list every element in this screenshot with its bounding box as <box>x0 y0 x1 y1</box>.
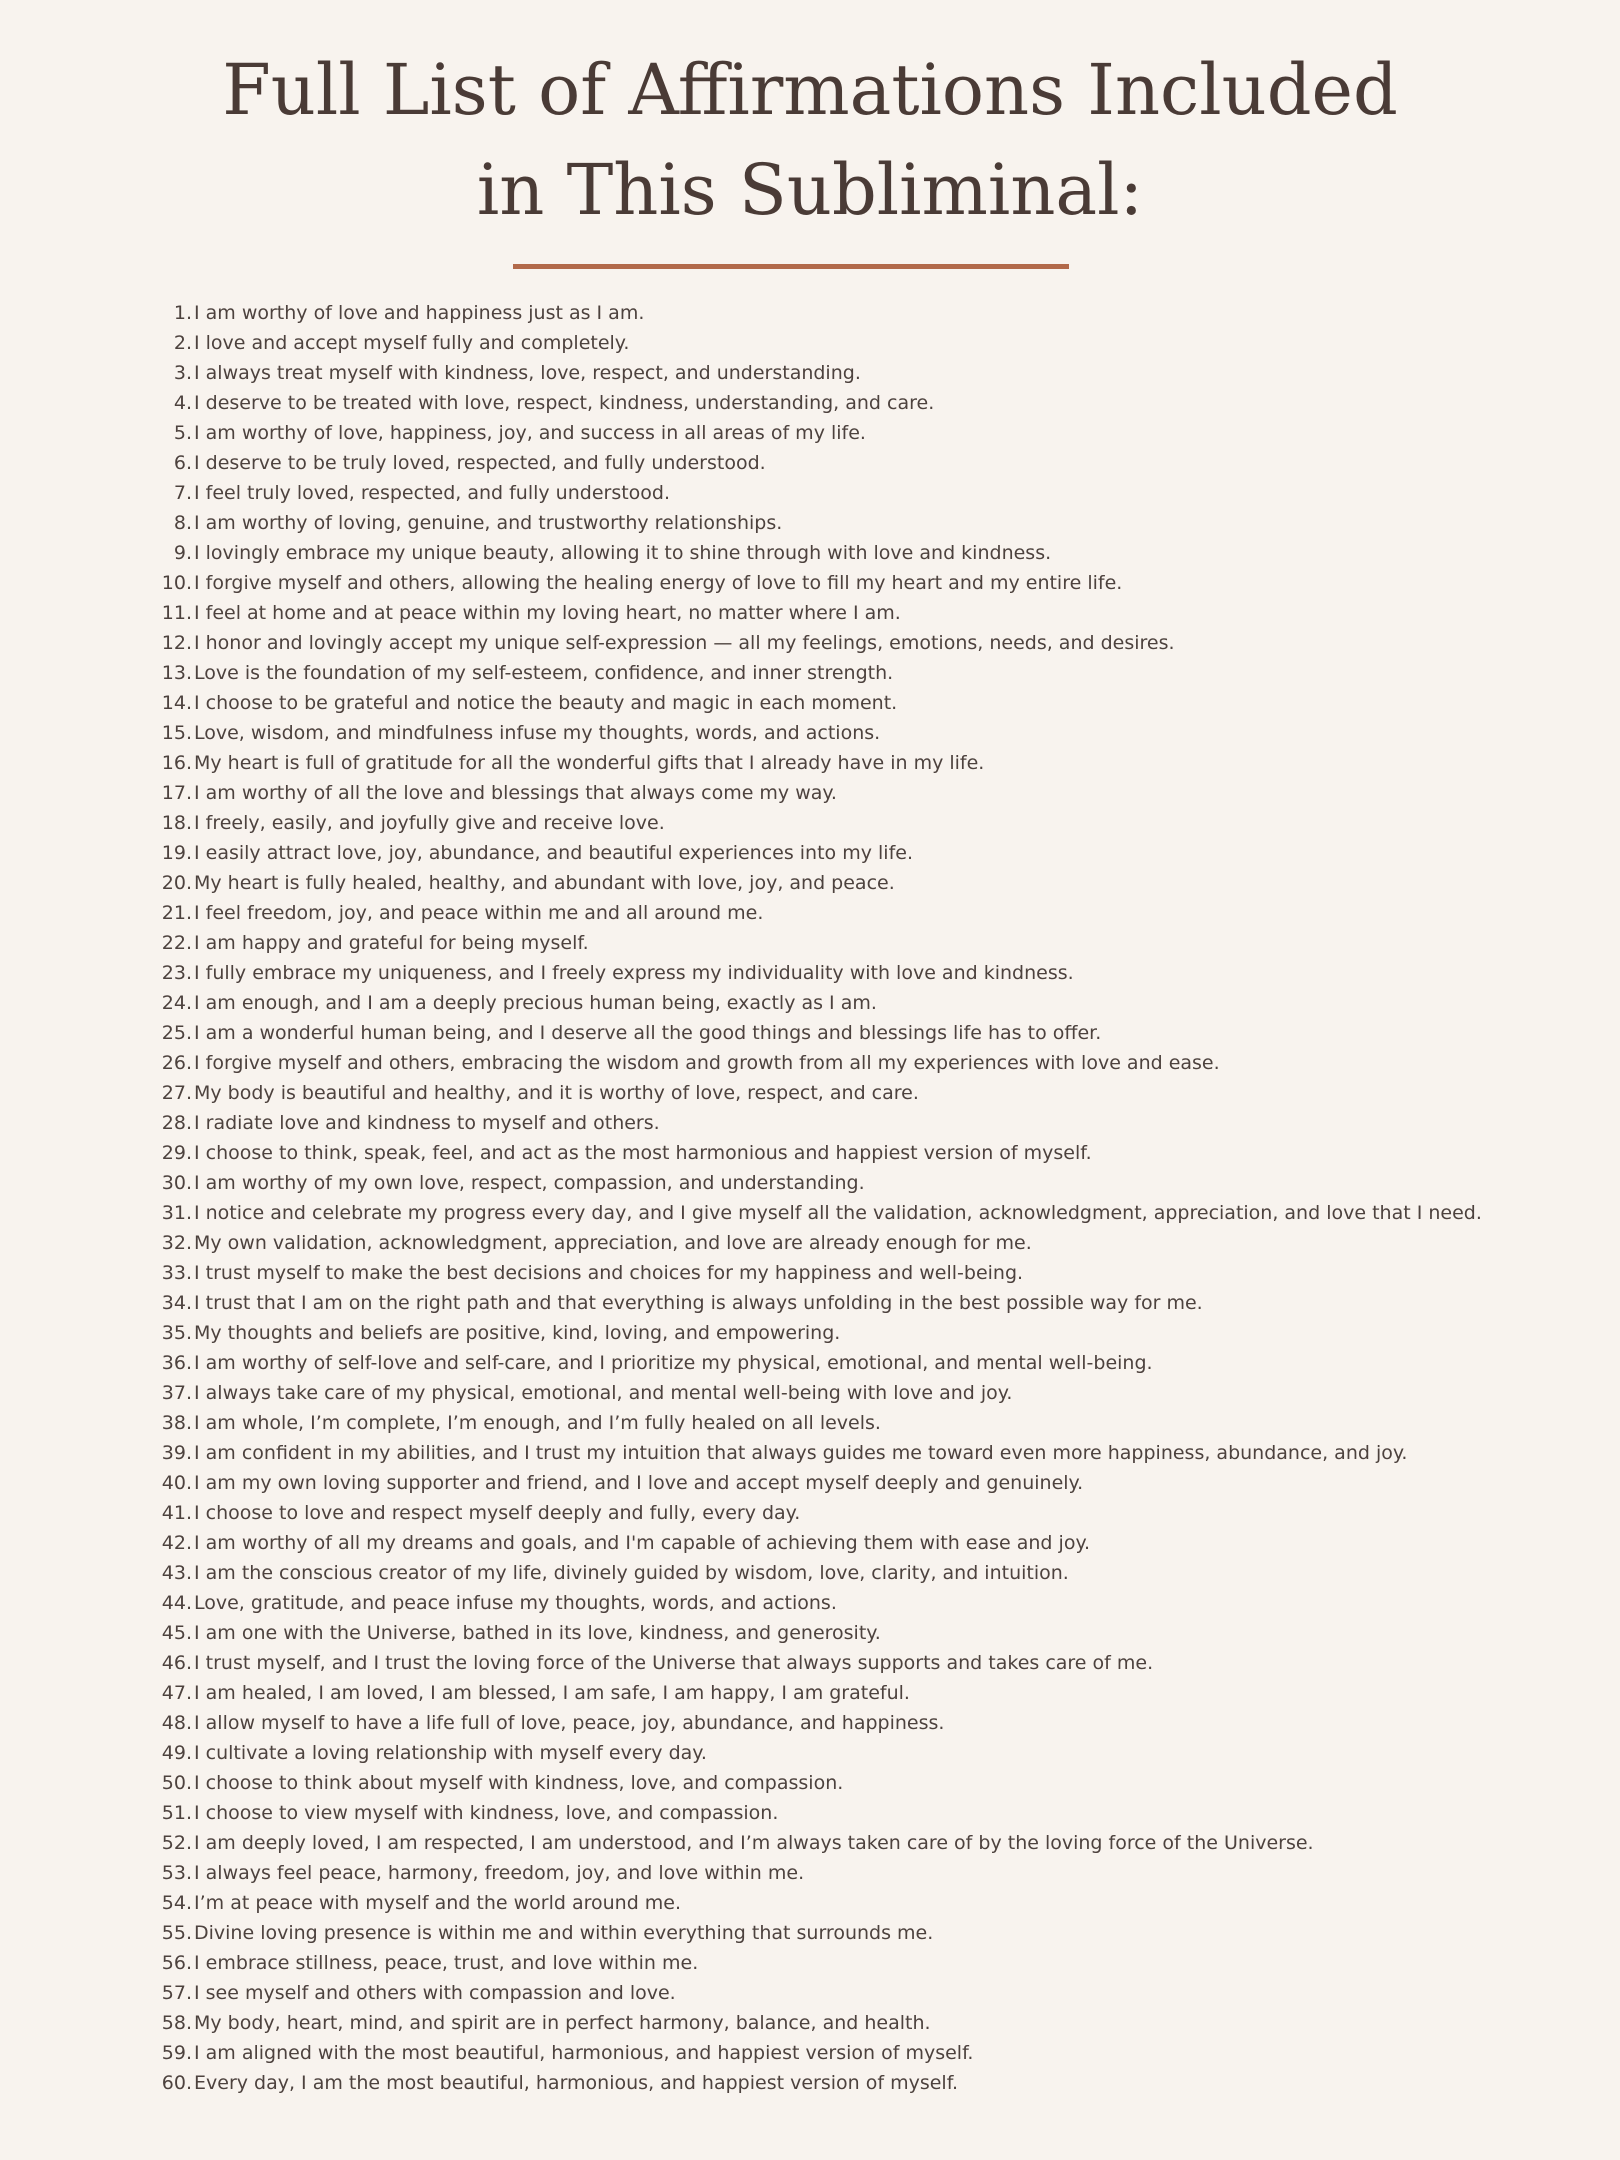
list-item-text: I embrace stillness, peace, trust, and love within me. <box>194 1952 699 1974</box>
list-item-text: I am one with the Universe, bathed in its love, kindness, and generosity. <box>194 1622 881 1644</box>
list-item-number: 27. <box>161 1082 192 1104</box>
list-item-number: 14. <box>161 692 192 714</box>
list-item-text: My body is beautiful and healthy, and it is worthy of love, respect, and care. <box>194 1082 919 1104</box>
list-item-text: I am worthy of loving, genuine, and trustworthy relationships. <box>194 512 783 534</box>
list-item-text: I feel at home and at peace within my loving heart, no matter where I am. <box>194 602 901 624</box>
list-item-number: 25. <box>161 1022 192 1044</box>
list-item-number: 28. <box>161 1112 192 1134</box>
list-item-text: I am worthy of my own love, respect, compassion, and understanding. <box>194 1172 865 1194</box>
list-item-number: 49. <box>161 1742 192 1764</box>
list-item-text: I am healed, I am loved, I am blessed, I am safe, I am happy, I am grateful. <box>194 1682 910 1704</box>
list-item-number: 44. <box>161 1592 192 1614</box>
list-item-text: I forgive myself and others, allowing the healing energy of love to fill my heart and my entire life. <box>194 572 1123 594</box>
list-item-text: My heart is fully healed, healthy, and abundant with love, joy, and peace. <box>194 872 895 894</box>
list-item-number: 26. <box>161 1052 192 1074</box>
list-item-number: 46. <box>161 1652 192 1674</box>
list-item-number: 19. <box>161 842 192 864</box>
list-item-number: 10. <box>161 572 192 594</box>
list-item-text: I am worthy of all the love and blessings that always come my way. <box>194 782 837 804</box>
list-item-text: I forgive myself and others, embracing the wisdom and growth from all my experiences with love and ease. <box>194 1052 1220 1074</box>
list-item-number: 32. <box>161 1232 192 1254</box>
list-item-number: 42. <box>161 1532 192 1554</box>
list-item-number: 52. <box>161 1832 192 1854</box>
list-item-text: I am happy and grateful for being myself. <box>194 932 589 954</box>
list-item-text: Love, wisdom, and mindfulness infuse my thoughts, words, and actions. <box>194 722 881 744</box>
list-item-number: 59. <box>161 2042 192 2064</box>
list-item-text: I love and accept myself fully and completely. <box>194 332 630 354</box>
list-item-text: I am worthy of love, happiness, joy, and success in all areas of my life. <box>194 422 866 444</box>
list-item-text: I deserve to be truly loved, respected, and fully understood. <box>194 452 766 474</box>
list-item-number: 22. <box>161 932 192 954</box>
list-item-text: I choose to think about myself with kindness, love, and compassion. <box>194 1772 844 1794</box>
list-item-number: 20. <box>161 872 192 894</box>
list-item-text: I am aligned with the most beautiful, harmonious, and happiest version of myself. <box>194 2042 974 2064</box>
list-item-text: I see myself and others with compassion and love. <box>194 1982 676 2004</box>
list-item-number: 7. <box>173 482 192 504</box>
list-item-number: 13. <box>161 662 192 684</box>
list-item-number: 58. <box>161 2012 192 2034</box>
list-item-number: 24. <box>161 992 192 1014</box>
list-item-text: I am a wonderful human being, and I deserve all the good things and blessings life has to offer. <box>194 1022 1102 1044</box>
list-item-text: I trust myself to make the best decisions and choices for my happiness and well-being. <box>194 1262 1024 1284</box>
list-item-text: I lovingly embrace my unique beauty, allowing it to shine through with love and kindness. <box>194 542 1052 564</box>
list-item-text: I always take care of my physical, emotional, and mental well-being with love and joy. <box>194 1382 1013 1404</box>
title-line-1: Full List of Affirmations Included <box>222 49 1398 131</box>
list-item-text: I am deeply loved, I am respected, I am understood, and I’m always taken care of by the loving force of the Universe. <box>194 1832 1314 1854</box>
list-item-number: 29. <box>161 1142 192 1164</box>
list-item-number: 57. <box>161 1982 192 2004</box>
list-item-text: I freely, easily, and joyfully give and receive love. <box>194 812 665 834</box>
list-item-text: I always treat myself with kindness, love, respect, and understanding. <box>194 362 861 384</box>
list-item-text: I feel freedom, joy, and peace within me and all around me. <box>194 902 764 924</box>
list-item-text: I allow myself to have a life full of love, peace, joy, abundance, and happiness. <box>194 1712 945 1734</box>
list-item-number: 12. <box>161 632 192 654</box>
list-item-number: 1. <box>173 302 192 324</box>
list-item-text: My body, heart, mind, and spirit are in perfect harmony, balance, and health. <box>194 2012 931 2034</box>
list-item-number: 55. <box>161 1922 192 1944</box>
list-item-number: 48. <box>161 1712 192 1734</box>
list-item-text: Love is the foundation of my self-esteem, confidence, and inner strength. <box>194 662 894 684</box>
list-item-number: 47. <box>161 1682 192 1704</box>
list-item-text: I am my own loving supporter and friend, and I love and accept myself deeply and genuinely. <box>194 1472 1084 1494</box>
list-item-number: 17. <box>161 782 192 804</box>
list-item-number: 23. <box>161 962 192 984</box>
list-item-text: Love, gratitude, and peace infuse my thoughts, words, and actions. <box>194 1592 837 1614</box>
title-divider <box>513 264 1069 269</box>
list-item-text: I fully embrace my uniqueness, and I freely express my individuality with love and kindness. <box>194 962 1074 984</box>
list-item-number: 45. <box>161 1622 192 1644</box>
list-item-number: 5. <box>173 422 192 444</box>
list-item-number: 9. <box>173 542 192 564</box>
list-item-text: I am whole, I’m complete, I’m enough, and I’m fully healed on all levels. <box>194 1412 881 1434</box>
list-item-text: I am the conscious creator of my life, divinely guided by wisdom, love, clarity, and intuition. <box>194 1562 1069 1584</box>
list-item-number: 15. <box>161 722 192 744</box>
list-item-number: 50. <box>161 1772 192 1794</box>
list-item-number: 31. <box>161 1202 192 1224</box>
list-item-text: I choose to view myself with kindness, love, and compassion. <box>194 1802 779 1824</box>
list-item-text: Every day, I am the most beautiful, harmonious, and happiest version of myself. <box>194 2072 959 2094</box>
list-item-number: 33. <box>161 1262 192 1284</box>
list-item-text: I always feel peace, harmony, freedom, joy, and love within me. <box>194 1862 805 1884</box>
list-item-text: I easily attract love, joy, abundance, and beautiful experiences into my life. <box>194 842 913 864</box>
list-item-text: My thoughts and beliefs are positive, kind, loving, and empowering. <box>194 1322 841 1344</box>
list-item-text: I trust that I am on the right path and that everything is always unfolding in the best possible way for me. <box>194 1292 1203 1314</box>
list-item-number: 39. <box>161 1442 192 1464</box>
list-item-number: 54. <box>161 1892 192 1914</box>
list-item-number: 16. <box>161 752 192 774</box>
list-item-text: I choose to think, speak, feel, and act as the most harmonious and happiest version of myself. <box>194 1142 1092 1164</box>
list-item-number: 4. <box>173 392 192 414</box>
list-item-text: I trust myself, and I trust the loving force of the Universe that always supports and takes care of me. <box>194 1652 1154 1674</box>
list-item-number: 51. <box>161 1802 192 1824</box>
list-item-number: 43. <box>161 1562 192 1584</box>
list-item-number: 18. <box>161 812 192 834</box>
list-item-text: I honor and lovingly accept my unique self-expression — all my feelings, emotions, needs, and desires. <box>194 632 1175 654</box>
list-item-number: 2. <box>173 332 192 354</box>
list-item-text: Divine loving presence is within me and within everything that surrounds me. <box>194 1922 934 1944</box>
title-line-2: in This Subliminal: <box>476 149 1144 231</box>
list-item-text: My own validation, acknowledgment, appreciation, and love are already enough for me. <box>194 1232 1032 1254</box>
list-item-text: I choose to be grateful and notice the beauty and magic in each moment. <box>194 692 898 714</box>
list-item-number: 6. <box>173 452 192 474</box>
list-item-number: 34. <box>161 1292 192 1314</box>
list-item-text: I choose to love and respect myself deeply and fully, every day. <box>194 1502 801 1524</box>
list-item-number: 38. <box>161 1412 192 1434</box>
list-item-text: I cultivate a loving relationship with myself every day. <box>194 1742 707 1764</box>
list-item-number: 35. <box>161 1322 192 1344</box>
list-item-text: I radiate love and kindness to myself and others. <box>194 1112 660 1134</box>
list-item-text: I am confident in my abilities, and I trust my intuition that always guides me toward even more happiness, abundance, and joy. <box>194 1442 1408 1464</box>
list-item-number: 8. <box>173 512 192 534</box>
list-item-text: I am worthy of all my dreams and goals, and I'm capable of achieving them with ease and joy. <box>194 1532 1091 1554</box>
list-item-text: I am worthy of love and happiness just as I am. <box>194 302 645 324</box>
list-item-text: I am enough, and I am a deeply precious human being, exactly as I am. <box>194 992 877 1014</box>
list-item-text: I notice and celebrate my progress every day, and I give myself all the validation, acknowledgment, appreciation, and love that I need. <box>194 1202 1482 1224</box>
list-item-number: 30. <box>161 1172 192 1194</box>
list-item-text: My heart is full of gratitude for all the wonderful gifts that I already have in my life. <box>194 752 985 774</box>
list-item-number: 53. <box>161 1862 192 1884</box>
list-item-text: I deserve to be treated with love, respect, kindness, understanding, and care. <box>194 392 935 414</box>
list-item-number: 11. <box>161 602 192 624</box>
list-item-text: I feel truly loved, respected, and fully understood. <box>194 482 671 504</box>
list-item-number: 60. <box>161 2072 192 2094</box>
list-item-number: 21. <box>161 902 192 924</box>
list-item-number: 36. <box>161 1352 192 1374</box>
page-title <box>0 40 1620 240</box>
list-item-number: 56. <box>161 1952 192 1974</box>
list-item-text: I’m at peace with myself and the world around me. <box>194 1892 682 1914</box>
list-item-number: 40. <box>161 1472 192 1494</box>
list-item-text: I am worthy of self-love and self-care, and I prioritize my physical, emotional, and mental well-being. <box>194 1352 1153 1374</box>
list-item-number: 41. <box>161 1502 192 1524</box>
list-item-number: 3. <box>173 362 192 384</box>
list-item-number: 37. <box>161 1382 192 1404</box>
